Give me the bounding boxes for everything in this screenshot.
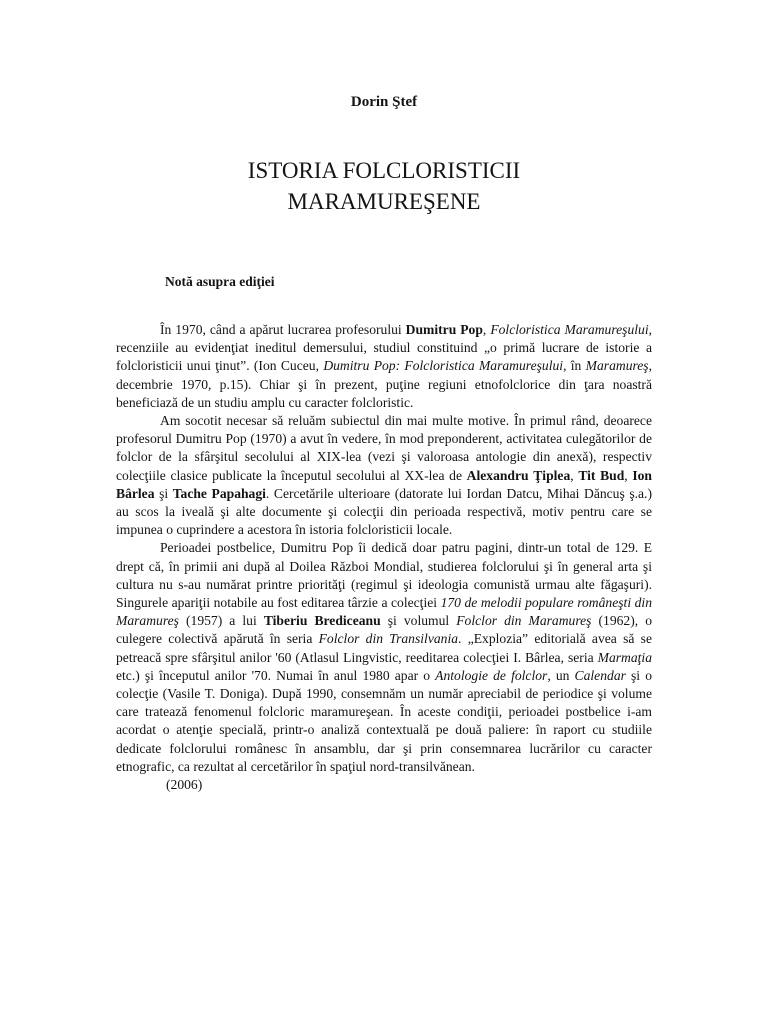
italic-title: Maramureş (585, 358, 649, 374)
text-run: şi volumul (380, 613, 457, 629)
italic-title: Antologie de folclor (435, 667, 548, 683)
edition-date: (2006) (166, 777, 203, 793)
text-run: şi o colecţie (Vasile T. Doniga). După 1990, consemnăm un număr apreciabil de periodice şi volume care tratează fenomenul folcloric maramureşean. În aceste condiţii, perioadei postbelice i-am acordat o atenţie specială, printr-o analiză contextuală pe două paliere: în raport cu studiile dedicate folclorului românesc în ansamblu, dar şi prin consemnarea lucrărilor cu caracter etnografic, ca rezultat al cercetărilor în spaţiul nord-transilvănean. (116, 667, 652, 774)
bold-name: Tiberiu Brediceanu (263, 613, 381, 629)
italic-title: Folclor din Maramureş (456, 613, 592, 629)
bold-name: Dumitru Pop (405, 322, 483, 337)
bold-name: Tit Bud (578, 467, 625, 483)
bold-name: Alexandru Ţiplea (466, 467, 571, 483)
italic-title: 170 de melodii populare româneşti din Maramureş (116, 595, 652, 629)
title-line-2: MARAMUREŞENE (287, 189, 481, 214)
section-heading: Notă asupra ediţiei (165, 274, 275, 289)
text-run: . „Explozia” editorială avea să se petreacă spre sfârşitul anilor '60 (Atlasul Lingvistic, reeditarea colecţiei I. Bârlea, seria (116, 631, 652, 665)
paragraph-1 (116, 321, 652, 412)
italic-title: Folcloristica Maramureşului (490, 322, 649, 337)
title-line-1: ISTORIA FOLCLORISTICII (247, 158, 521, 183)
italic-title: Folclor din Transilvania (318, 631, 459, 647)
text-run: şi (154, 485, 173, 501)
text-run: , recenziile au evidenţiat ineditul demersului, studiul constituind „o primă lucrare de istorie a folcloristicii unui ţinut”. (Ion Cuceu, (116, 322, 653, 374)
text-run: În 1970, când a apărut lucrarea profesorului (160, 322, 406, 337)
text-run: Am socotit necesar să reluăm subiectul din mai multe motive. În primul rând, deoarece profesorul Dumitru Pop (1970) a avut în vedere, în mod preponderent, activitatea culegătorilor de folclor de la sfârşitul secolului al XIX-lea (vezi şi valoroasa antologie din anexă), respectiv colecţiile clasice publicate la începutul secolului al XX-lea de (116, 413, 652, 483)
text-run: (1957) a lui (178, 613, 264, 629)
paragraph-2 (116, 412, 652, 539)
text-run: , (624, 467, 633, 483)
text-run: , (570, 467, 579, 483)
paragraph-3 (116, 539, 652, 776)
italic-title: Dumitru Pop: Folcloristica Maramureşului (323, 358, 564, 374)
text-run: etc.) şi începutul anilor '70. Numai în anul 1980 apar o (116, 667, 436, 683)
text-run: (1962), o culegere colectivă apărută în seria (116, 613, 653, 647)
text-run: , un (547, 667, 575, 683)
author-name: Dorin Ştef (350, 94, 418, 110)
italic-title: Calendar (574, 667, 626, 683)
document-title (0, 155, 768, 217)
text-run: . Cercetările ulterioare (datorate lui Iordan Datcu, Mihai Dăncuş ş.a.) au scos la iveală şi alte documente şi colecţii din perioada respectivă, motiv pentru care se impunea o cuprindere a acestora în istoria folcloristicii locale. (116, 485, 652, 538)
body-text (116, 321, 652, 794)
bold-name: Tache Papahagi (172, 485, 266, 501)
italic-title: Marmaţia (597, 649, 652, 665)
text-run: , (482, 322, 491, 337)
text-run: , în (563, 358, 586, 374)
text-run: Perioadei postbelice, Dumitru Pop îi dedică doar patru pagini, dintr-un total de 129. E drept că, în primii ani după al Doilea Război Mondial, studierea folclorului şi în general arta şi cultura nu s-au numărat printre priorităţi (regimul şi ideologia comunistă urmau alte făgaşuri). Singurele apariţii notabile au fost editarea târzie a colecţiei (116, 540, 652, 611)
bold-name: Ion Bârlea (116, 467, 652, 501)
text-run: , decembrie 1970, p.15). Chiar şi în prezent, puţine regiuni etnofolclorice din ţara noastră beneficiază de un studiu amplu cu caracter folcloristic. (116, 358, 653, 410)
